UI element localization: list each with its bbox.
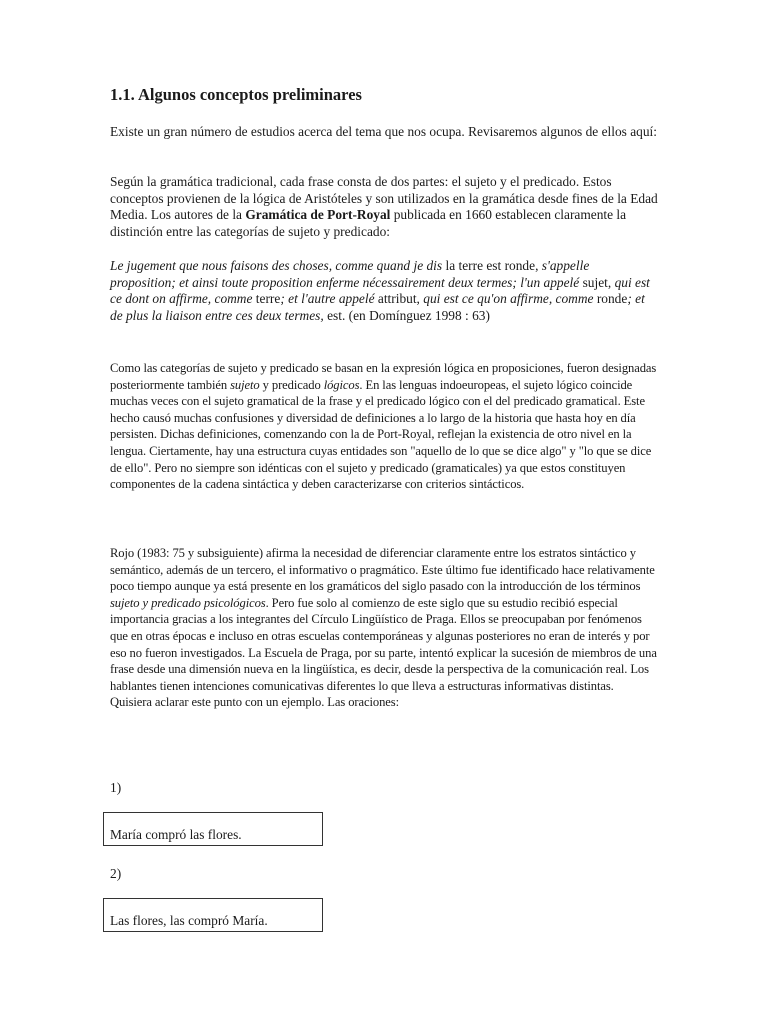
- quote-italic-3: qui est ce dont on affirme, comme: [110, 274, 650, 307]
- quote-roman-3: terre: [252, 291, 281, 307]
- quote-italic-1: Le jugement que nous faisons des choses, comme quand je dis: [110, 258, 443, 273]
- paragraph-categories-text-c: . En las lenguas indoeuropeas, el sujeto lógico coincide muchas veces con el sujeto gramatical de la frase y el predicado lógico con el del predicado gramatical. Este hecho causó muchas confusiones y diversidad de definiciones a lo largo de la historia que hasta hoy en día persisten. Dichas definiciones, comenzando con la de Port-Royal, reflejan la existencia de otro nivel en la lengua. Ciertamente, hay una estructura cuyas entidades son "aquello de lo que se dice algo" y "lo que se dice de ello". Pero no siempre son idénticas con el sujeto y predicado (gramaticales) ya que estos constituyen componentes de la cadena sintáctica y deben caracterizarse con criterios sintácticos.: [110, 377, 652, 492]
- quote-port-royal: [110, 258, 658, 324]
- term-sujeto: sujeto: [230, 377, 260, 392]
- quote-roman-1: la terre est ronde,: [442, 258, 539, 273]
- paragraph-grammar-text-b: publicada en 1660 establecen claramente la distinción entre las categorías de sujeto y predicado:: [110, 207, 627, 239]
- paragraph-rojo-text-a: Rojo (1983: 75 y subsiguiente) afirma la necesidad de diferenciar claramente entre los estratos sintáctico y semántico, además de un tercero, el informativo o pragmático. Este último fue identificado hace relativamente poco tiempo aunque ya está presente en los gramáticos del siglo pasado con la introducción de los términos: [110, 546, 655, 594]
- paragraph-categories-text-b: y predicado: [259, 377, 324, 392]
- example-1-number: 1): [110, 780, 122, 795]
- example-2-number: 2): [110, 866, 122, 881]
- section-title: 1.1. Algunos conceptos preliminares: [110, 85, 362, 104]
- paragraph-rojo-text-b: . Pero fue solo al comienzo de este siglo que su estudio recibió especial importancia gracias a los integrantes del Círculo Lingüístico de Praga. Ellos se preocupaban por fenómenos que en otras épocas e incluso en otras escuelas contemporáneas y algunas posteriores no eran de interés y por eso no fueron investigados. La Escuela de Praga, por su parte, intentó explicar la sucesión de miembros de una frase desde una dimensión nueva en la lingüística, es decir, desde la perspectiva de la comunicación real. Los hablantes tienen intenciones comunicativas diferentes lo que lleva a estructuras informativas distintas. Quisiera aclarar este punto con un ejemplo. Las oraciones:: [110, 595, 657, 710]
- example-1-text: María compró las flores.: [110, 827, 242, 842]
- paragraph-categories: [110, 360, 658, 493]
- example-1-box: [103, 812, 323, 846]
- quote-italic-2: s'appelle proposition; et ainsi toute proposition enferme nécessairement deux termes; l'un appelé: [110, 258, 590, 290]
- port-royal-title: Gramática de Port-Royal: [245, 207, 391, 223]
- quote-roman-6: est. (en Domínguez 1998 : 63): [323, 307, 490, 323]
- quote-italic-4: ; et l'autre appelé: [280, 291, 375, 307]
- quote-roman-2: sujet,: [579, 274, 612, 290]
- paragraph-categories-text-a: Como las categorías de sujeto y predicado se basan en la expresión lógica en proposiciones, fueron designadas posteriormente también: [110, 361, 657, 392]
- paragraph-grammar: [110, 174, 658, 240]
- quote-roman-5: ronde: [593, 291, 628, 307]
- term-logicos: lógicos: [323, 377, 360, 392]
- paragraph-intro: Existe un gran número de estudios acerca del tema que nos ocupa. Revisaremos algunos de ellos aquí:: [110, 124, 657, 139]
- example-2-text: Las flores, las compró María.: [110, 913, 268, 928]
- quote-roman-4: attribut,: [374, 291, 420, 307]
- quote-italic-5: qui est ce qu'on affirme, comme: [419, 291, 594, 307]
- term-psicologicos: sujeto y predicado psicológicos: [110, 595, 266, 610]
- paragraph-grammar-text-a: Según la gramática tradicional, cada frase consta de dos partes: el sujeto y el predicado. Estos conceptos provienen de la lógica de Aristóteles y son utilizados en la gramática desde fines de la Edad Media. Los autores de la: [110, 174, 658, 223]
- example-2-box: [103, 898, 323, 932]
- paragraph-rojo: [110, 545, 658, 711]
- quote-italic-6: ; et de plus la liaison entre ces deux termes,: [110, 291, 645, 323]
